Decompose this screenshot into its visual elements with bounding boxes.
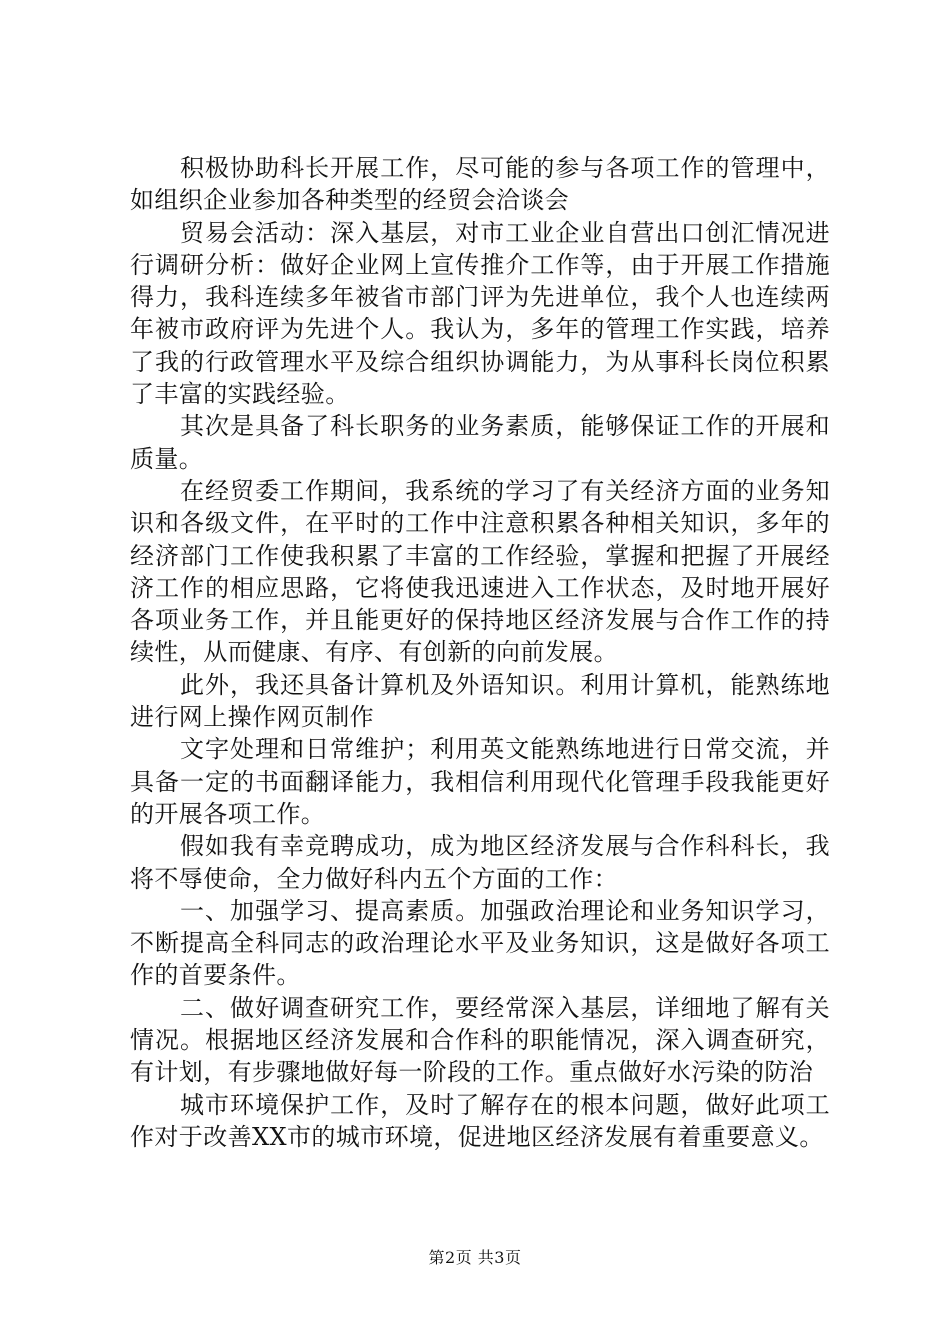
paragraph-9: 二、做好调查研究工作，要经常深入基层，详细地了解有关情况。根据地区经济发展和合作科的职能情况，深入调查研究，有计划，有步骤地做好每一阶段的工作。重点做好水污染的防治 xyxy=(130,993,830,1087)
paragraph-7: 假如我有幸竞聘成功，成为地区经济发展与合作科科长，我将不辱使命，全力做好科内五个方面的工作： xyxy=(130,832,830,893)
document-body xyxy=(130,152,830,1153)
paragraph-6: 文字处理和日常维护；利用英文能熟练地进行日常交流，并具备一定的书面翻译能力，我相信利用现代化管理手段我能更好的开展各项工作。 xyxy=(130,735,830,828)
page-number-footer: 第2页 共3页 xyxy=(428,1248,522,1267)
paragraph-4: 在经贸委工作期间，我系统的学习了有关经济方面的业务知识和各级文件，在平时的工作中注意积累各种相关知识，多年的经济部门工作使我积累了丰富的工作经验，掌握和把握了开展经济工作的相应思路，它将使我迅速进入工作状态，及时地开展好各项业务工作，并且能更好的保持地区经济发展与合作工作的持续性，从而健康、有序、有创新的向前发展。 xyxy=(130,476,830,667)
paragraph-5: 此外，我还具备计算机及外语知识。利用计算机，能熟练地进行网上操作网页制作 xyxy=(130,670,830,732)
paragraph-8: 一、加强学习、提高素质。加强政治理论和业务知识学习，不断提高全科同志的政治理论水平及业务知识，这是做好各项工作的首要条件。 xyxy=(130,896,830,990)
paragraph-1: 积极协助科长开展工作，尽可能的参与各项工作的管理中，如组织企业参加各种类型的经贸会洽谈会 xyxy=(130,154,830,215)
paragraph-3: 其次是具备了科长职务的业务素质，能够保证工作的开展和质量。 xyxy=(130,412,830,473)
paragraph-2: 贸易会活动：深入基层，对市工业企业自营出口创汇情况进行调研分析：做好企业网上宣传推介工作等，由于开展工作措施得力，我科连续多年被省市部门评为先进单位，我个人也连续两年被市政府评为先进个人。我认为，多年的管理工作实践，培养了我的行政管理水平及综合组织协调能力，为从事科长岗位积累了丰富的实践经验。 xyxy=(130,218,830,409)
paragraph-10: 城市环境保护工作，及时了解存在的根本问题，做好此项工作对于改善XX市的城市环境，促进地区经济发展有着重要意义。 xyxy=(130,1090,830,1151)
